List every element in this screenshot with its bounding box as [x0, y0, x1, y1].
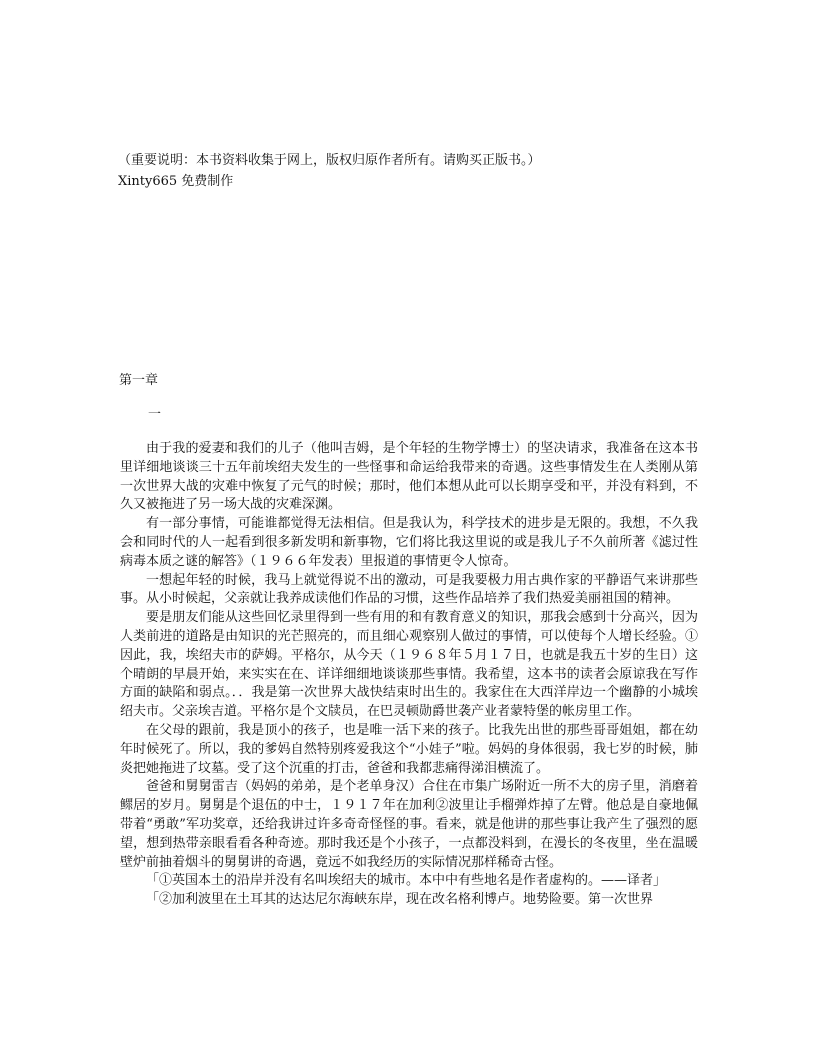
paragraph: 要是朋友们能从这些回忆录里得到一些有用的和有教育意义的知识，那我会感到十分高兴，因为人类前进的道路是由知识的光芒照亮的，而且细心观察别人做过的事情，可以使每个人增长经验。①因此，我，埃绍夫市的萨姆。平格尔，从今天（１９６８年５月１７日，也就是我五十岁的生日）这个晴朗的早晨开始，来实实在在、详详细细地谈谈那些事情。我希望，这本书的读者会原谅我在写作方面的缺陷和弱点。．．我是第一次世界大战快结束时出生的。我家住在大西洋岸边一个幽静的小城埃绍夫市。父亲埃吉道。平格尔是个文牍员，在巴灵顿勋爵世袭产业者蒙特堡的帐房里工作。	[120, 610, 698, 720]
body-text	[120, 440, 698, 910]
translator-note: 「②加利波里在土耳其的达达尼尔海峡东岸，现在改名格利博卢。地势险要。第一次世界	[146, 892, 654, 908]
chapter-title: 第一章	[119, 373, 159, 388]
producer-credit: Xinty665 免费制作	[118, 174, 234, 189]
copyright-notice: （重要说明：本书资料收集于网上，版权归原作者所有。请购买正版书。）	[118, 153, 541, 168]
paragraph: 一想起年轻的时候，我马上就觉得说不出的激动，可是我要极力用古典作家的平静语气来讲那些事。从小时候起，父亲就让我养成读他们作品的习惯，这些作品培养了我们热爱美丽祖国的精神。	[120, 572, 698, 607]
paragraph: 有一部分事情，可能谁都觉得无法相信。但是我认为，科学技术的进步是无限的。我想，不久我会和同时代的人一起看到很多新发明和新事物，它们将比我这里说的或是我儿子不久前所著《滤过性病毒本质之谜的解答》（１９６６年发表）里报道的事情更令人惊奇。	[120, 516, 698, 569]
translator-note: 「①英国本土的沿岸并没有名叫埃绍夫的城市。本中中有些地名是作者虚构的。——译者」	[146, 873, 667, 889]
section-number: 一	[148, 407, 162, 422]
header-block	[118, 150, 718, 192]
paragraph: 由于我的爱妻和我们的儿子（他叫吉姆，是个年轻的生物学博士）的坚决请求，我准备在这本书里详细地谈谈三十五年前埃绍夫发生的一些怪事和命运给我带来的奇遇。这些事情发生在人类刚从第一次世界大战的灾难中恢复了元气的时候；那时，他们本想从此可以长期享受和平，并没有料到，不久又被拖进了另一场大战的灾难深渊。	[120, 441, 698, 513]
paragraph: 在父母的跟前，我是顶小的孩子，也是唯一活下来的孩子。比我先出世的那些哥哥姐姐，都在幼年时候死了。所以，我的爹妈自然特别疼爱我这个“小娃子”啦。妈妈的身体很弱，我七岁的时候，肺炎把她拖进了坟墓。受了这个沉重的打击，爸爸和我都悲痛得涕泪横流了。	[120, 722, 698, 776]
paragraph: 爸爸和舅舅雷吉（妈妈的弟弟，是个老单身汉）合住在市集广场附近一所不大的房子里，消磨着鳏居的岁月。舅舅是个退伍的中士，１９１７年在加利②波里让手榴弹炸掉了左臂。他总是自豪地佩带着“勇敢”军功奖章，还给我讲过许多奇奇怪怪的事。看来，就是他讲的那些事让我产生了强烈的愿望，想到热带亲眼看看各种奇迹。那时我还是个小孩子，一点都没料到，在漫长的冬夜里，坐在温暖壁炉前抽着烟斗的舅舅讲的奇遇，竟远不如我经历的实际情况那样稀奇古怪。	[120, 779, 698, 870]
